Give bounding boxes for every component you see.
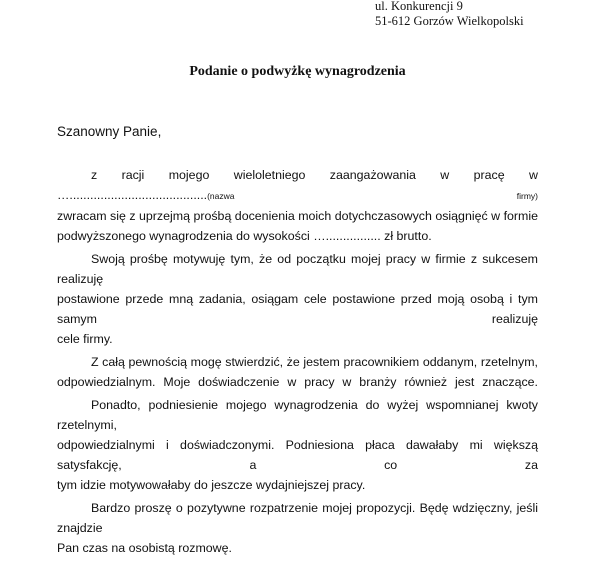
paragraph-line: postawione przede mną zadania, osiągam cele postawione przed moją osobą i tym samym realizuję [57,292,538,326]
paragraph-line: Bardzo proszę o pozytywne rozpatrzenie mojej propozycji. Będę wdzięczny, jeśli znajdzie [57,501,538,535]
paragraph-line: cele firmy. [57,332,113,346]
paragraph-line: odpowiedzialnym. Moje doświadczenie w pracy w branży również jest znaczące. [57,375,538,389]
sender-address [375,0,524,29]
paragraph-3 [57,352,538,392]
letter-body [57,165,538,561]
greeting: Szanowny Panie, [57,124,162,139]
document-title: Podanie o podwyżkę wynagrodzenia [189,64,406,79]
paragraph-2 [57,249,538,349]
company-name-note: (nazwa firmy) [207,191,538,201]
address-city: 51-612 Gorzów Wielkopolski [375,14,524,28]
paragraph-line: Z całą pewnością mogę stwierdzić, że jestem pracownikiem oddanym, rzetelnym, [91,355,538,369]
paragraph-line: Ponadto, podniesienie mojego wynagrodzenia do wyżej wspomnianej kwoty rzetelnymi, [57,398,538,432]
paragraph-line: tym idzie motywowałaby do jeszcze wydajniejszej pracy. [57,478,366,492]
paragraph-4 [57,395,538,495]
paragraph-line: zwracam się z uprzejmą prośbą docenienia moich dotychczasowych osiągnięć w formie [57,209,538,223]
paragraph-1 [57,165,538,246]
paragraph-line: z racji mojego wieloletniego zaangażowania w pracę w …........................................(nazwa firmy) [57,168,538,202]
paragraph-line: Pan czas na osobistą rozmowę. [57,541,232,555]
paragraph-line: podwyższonego wynagrodzenia do wysokości …................ zł brutto. [57,229,432,243]
paragraph-line: Swoją prośbę motywuję tym, że od początku mojej pracy w firmie z sukcesem realizuję [57,252,538,286]
paragraph-5 [57,498,538,558]
address-street: ul. Konkurencji 9 [375,0,463,13]
paragraph-line: odpowiedzialnymi i doświadczonymi. Podniesiona płaca dawałaby mi większą satysfakcję, a co za [57,438,538,472]
